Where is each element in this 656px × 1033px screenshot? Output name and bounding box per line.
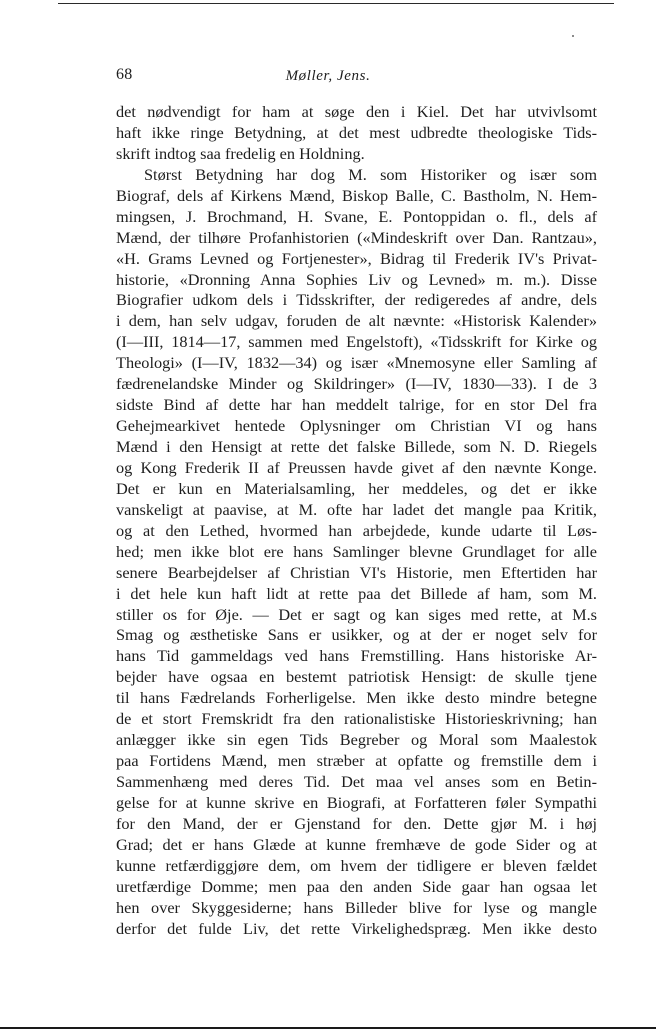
text-line: Mænd i den Hensigt at rette det falske Billede, som N. D. Riegels — [116, 437, 597, 456]
text-line: historie, «Dronning Anna Sophies Liv og Levned» m. m.). Disse — [116, 269, 597, 289]
text-line: sidste Bind af dette har han meddelt talrige, for en stor Del fra — [116, 395, 597, 415]
text-line: Smag og æsthetiske Sans er usikker, og at der er noget selv for — [116, 625, 597, 645]
text-line: uretfærdige Domme; men paa den anden Side gaar han ogsaa let — [116, 876, 597, 896]
text-line: vanskeligt at paavise, at M. ofte har ladet det mangle paa Kritik, — [116, 499, 597, 519]
text-line: hans Tid gammeldags ved hans Fremstilling. Hans historiske Ar- — [116, 646, 597, 666]
text-line: hen over Skyggesiderne; hans Billeder blive for lyse og mangle — [116, 897, 597, 917]
text-line: og at den Lethed, hvormed han arbejdede, kunde udarte til Løs- — [116, 520, 597, 540]
text-line: og Kong Frederik II af Preussen havde givet af den nævnte Konge. — [116, 457, 597, 477]
text-line: i dem, han selv udgav, foruden de alt nævnte: «Historisk Kalender» — [116, 311, 597, 331]
text-line: stiller os for Øje. — Det er sagt og kan siges med rette, at M.s — [116, 604, 597, 624]
text-line: paa Fortidens Mænd, men stræber at opfatte og fremstille dem i — [116, 751, 597, 771]
top-scan-border — [58, 3, 614, 4]
text-line: derfor det fulde Liv, det rette Virkelighedspræg. Men ikke desto — [116, 918, 597, 938]
scan-speck — [572, 35, 574, 37]
text-line: Biografier udkom dels i Tidsskrifter, der redigeredes af andre, dels — [116, 290, 597, 310]
text-line: fædrenelandske Minder og Skildringer» (I—IV, 1830—33). I de 3 — [116, 374, 597, 394]
text-line: de et stort Fremskridt fra den rationalistiske Historieskrivning; han — [116, 709, 597, 729]
body-text — [116, 102, 597, 940]
text-line: det nødvendigt for ham at søge den i Kiel. Det har utvivlsomt — [116, 102, 597, 121]
text-line: Sammenhæng med deres Tid. Det maa vel anses som en Betin- — [116, 772, 597, 791]
text-line: Grad; det er hans Glæde at kunne fremhæve de gode Sider og at — [116, 834, 597, 854]
text-line: haft ikke ringe Betydning, at det mest udbredte theologiske Tids- — [116, 122, 597, 142]
running-head: Møller, Jens. — [285, 68, 371, 84]
text-line: «H. Grams Levned og Fortjenester», Bidrag til Frederik IV's Privat- — [116, 248, 597, 268]
text-line: Gehejmearkivet hentede Oplysninger om Christian VI og hans — [116, 416, 597, 436]
text-line: (I—III, 1814—17, sammen med Engelstoft), «Tidsskrift for Kirke og — [116, 332, 597, 352]
text-line: Theologi» (I—IV, 1832—34) og især «Mnemosyne eller Samling af — [116, 353, 597, 373]
text-line: Det er kun en Materialsamling, her meddeles, og det er ikke — [116, 478, 597, 498]
text-line: skrift indtog saa fredelig en Holdning. — [116, 143, 365, 163]
text-line: Mænd, der tilhøre Profanhistorien («Mindeskrift over Dan. Rantzau», — [116, 227, 597, 247]
text-line: anlægger ikke sin egen Tids Begreber og Moral som Maalestok — [116, 730, 597, 750]
text-line: Biograf, dels af Kirkens Mænd, Biskop Balle, C. Bastholm, N. Hem- — [116, 185, 597, 205]
text-line: til hans Fædrelands Forherligelse. Men ikke desto mindre betegne — [116, 688, 597, 708]
text-line: i det hele kun haft lidt at rette paa det Billede af ham, som M. — [116, 583, 597, 603]
text-line: mingsen, J. Brochmand, H. Svane, E. Pontoppidan o. fl., dels af — [116, 206, 597, 226]
text-line: for den Mand, der er Gjenstand for den. Dette gjør M. i høj — [116, 813, 597, 833]
text-line: kunne retfærdiggjøre dem, om hvem der tidligere er bleven fældet — [116, 855, 597, 875]
text-line: senere Bearbejdelser af Christian VI's Historie, men Eftertiden har — [116, 562, 597, 582]
text-line: hed; men ikke blot ere hans Samlinger blevne Grundlaget for alle — [116, 541, 597, 561]
text-line: gelse for at kunne skrive en Biografi, at Forfatteren føler Sympathi — [116, 792, 597, 812]
text-line: Størst Betydning har dog M. som Historiker og især som — [144, 164, 597, 184]
bottom-scan-border — [0, 1027, 656, 1029]
text-line: bejder have ogsaa en bestemt patriotisk Hensigt: de skulle tjene — [116, 667, 597, 687]
page-number: 68 — [116, 66, 133, 83]
